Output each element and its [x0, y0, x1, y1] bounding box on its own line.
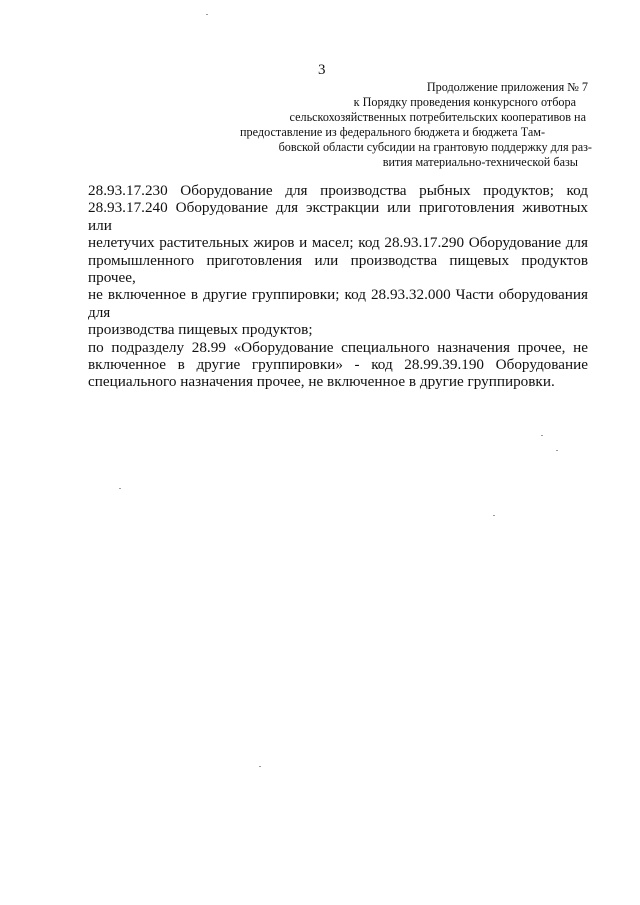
page-number: 3 — [318, 62, 326, 78]
body-line: по подразделу 28.99 «Оборудование специального назначения прочее, не — [88, 338, 588, 356]
scan-speck — [493, 515, 495, 516]
scan-speck — [206, 14, 208, 15]
scan-speck — [556, 450, 558, 451]
header-line: Продолжение приложения № 7 — [426, 80, 588, 94]
scan-speck — [119, 488, 121, 489]
header-line: к Порядку проведения конкурсного отбора — [353, 95, 576, 109]
body-line: не включенное в другие группировки; код 28.93.32.000 Части оборудования для — [88, 286, 588, 321]
body-line: промышленного приготовления или производства пищевых продуктов прочее, — [88, 251, 588, 287]
body-paragraphs — [88, 182, 588, 391]
scan-speck — [541, 435, 543, 436]
body-line: 28.93.17.240 Оборудование для экстракции или приготовления животных или — [88, 199, 588, 234]
header-line: бовской области субсидии на грантовую поддержку для раз- — [278, 140, 592, 154]
body-line: 28.93.17.230 Оборудование для производства рыбных продуктов; код — [88, 182, 588, 199]
appendix-header — [240, 80, 592, 170]
body-line: специального назначения прочее, не включенное в другие группировки. — [88, 373, 555, 391]
scan-speck — [259, 766, 261, 767]
header-line: вития материально-технической базы — [382, 155, 578, 169]
body-line: нелетучих растительных жиров и масел; код 28.93.17.290 Оборудование для — [88, 234, 588, 252]
body-line: производства пищевых продуктов; — [88, 321, 313, 339]
header-line: сельскохозяйственных потребительских кооперативов на — [289, 110, 586, 124]
header-line: предоставление из федерального бюджета и бюджета Там- — [240, 125, 546, 139]
body-line: включенное в другие группировки» - код 28.99.39.190 Оборудование — [88, 356, 588, 374]
